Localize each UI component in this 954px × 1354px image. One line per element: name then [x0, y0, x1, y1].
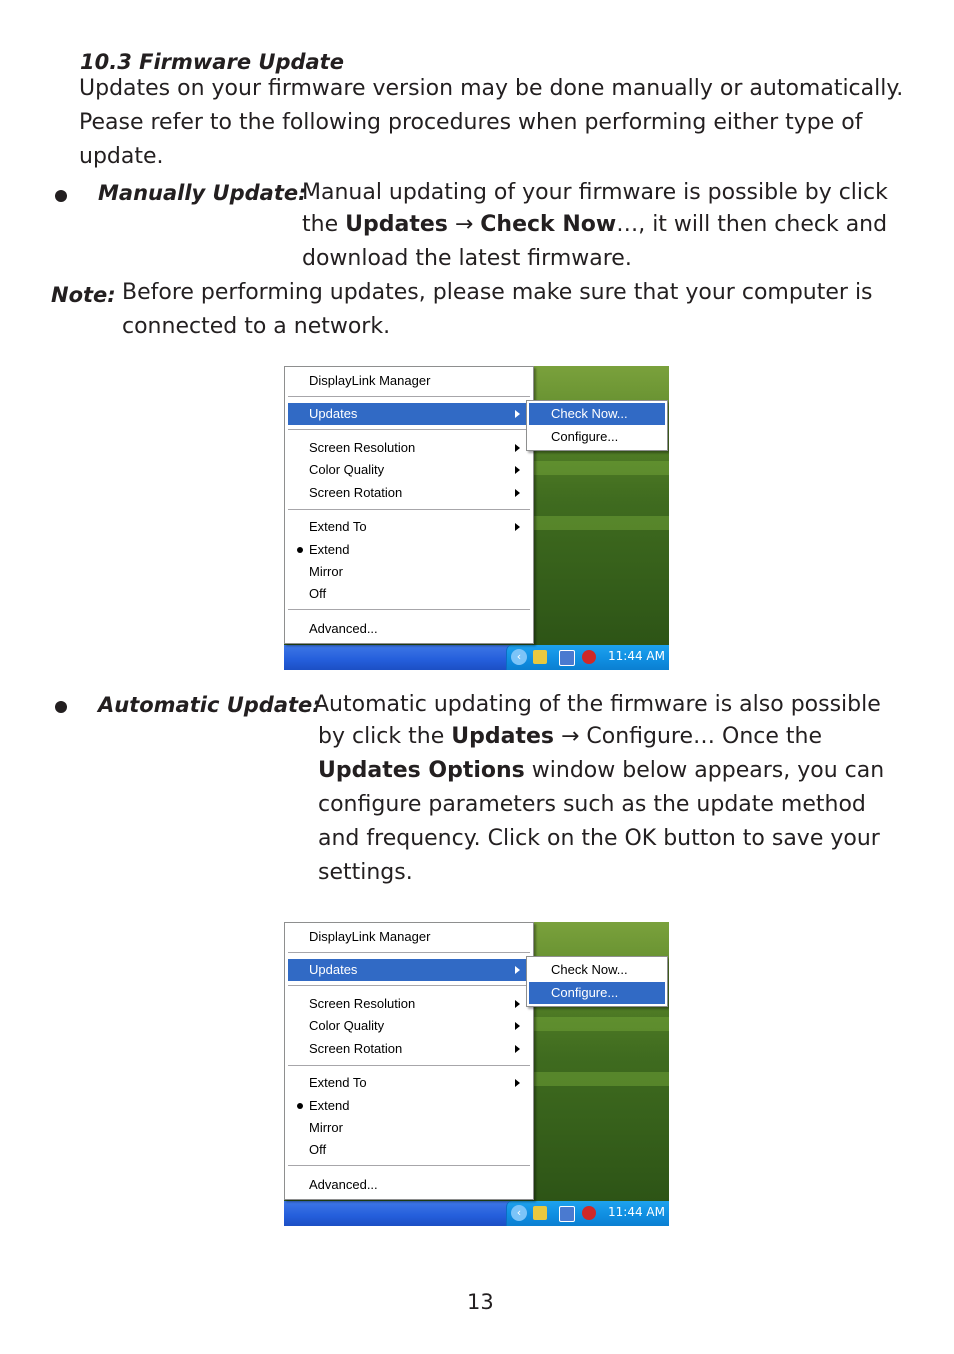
- clock[interactable]: 11:44 AM: [608, 649, 665, 663]
- updates-submenu: [526, 956, 668, 1007]
- grass-stripe: [529, 1072, 669, 1086]
- manual-update-label: Manually Update:: [98, 181, 307, 205]
- automatic-line-3: Updates Options window below appears, you can: [318, 758, 885, 783]
- menu-item-extend[interactable]: Extend: [288, 1095, 526, 1117]
- submenu-item-configure[interactable]: Configure...: [529, 982, 665, 1004]
- menu-header: DisplayLink Manager: [309, 929, 431, 944]
- menu-item-color-quality[interactable]: Color Quality: [288, 459, 526, 481]
- displaylink-icon[interactable]: [559, 650, 575, 666]
- submenu-arrow-icon: [515, 1045, 520, 1053]
- submenu-arrow-icon: [515, 1079, 520, 1087]
- grass-stripe: [529, 1017, 669, 1031]
- submenu-arrow-icon: [515, 523, 520, 531]
- submenu-item-configure[interactable]: Configure...: [551, 429, 619, 444]
- menu-separator: [288, 609, 530, 611]
- menu-item-screen-rotation[interactable]: Screen Rotation: [288, 482, 526, 504]
- menu-item-updates[interactable]: Updates: [288, 403, 526, 425]
- system-tray: [506, 645, 669, 670]
- submenu-arrow-icon: [515, 410, 520, 418]
- manual-line-1: Manual updating of your firmware is possible by click: [302, 180, 888, 205]
- system-tray: [506, 1201, 669, 1226]
- updates-submenu: [526, 400, 668, 451]
- note-label: Note:: [51, 283, 116, 307]
- screenshot-check-now: [284, 366, 669, 670]
- automatic-line-5: and frequency. Click on the OK button to save your: [318, 826, 880, 851]
- show-hidden-icons-icon[interactable]: ‹: [511, 1205, 527, 1221]
- menu-item-off[interactable]: Off: [309, 586, 327, 601]
- page-number: 13: [467, 1290, 494, 1314]
- show-hidden-icons-icon[interactable]: ‹: [511, 649, 527, 665]
- menu-item-screen-resolution[interactable]: Screen Resolution: [288, 437, 526, 459]
- note-line-2: connected to a network.: [122, 314, 391, 339]
- automatic-line-1: Automatic updating of the firmware is also possible: [314, 692, 881, 717]
- menu-separator: [288, 985, 530, 987]
- submenu-arrow-icon: [515, 1000, 520, 1008]
- menu-item-mirror[interactable]: Mirror: [309, 1120, 343, 1135]
- menu-separator: [288, 509, 530, 511]
- menu-item-extend[interactable]: Extend: [288, 539, 526, 561]
- network-icon[interactable]: [533, 650, 547, 664]
- menu-separator: [288, 396, 530, 398]
- menu-separator: [288, 1065, 530, 1067]
- menu-item-updates[interactable]: Updates: [288, 959, 526, 981]
- menu-item-screen-resolution[interactable]: Screen Resolution: [288, 993, 526, 1015]
- grass-stripe: [529, 461, 669, 475]
- submenu-arrow-icon: [515, 444, 520, 452]
- section-title: 10.3 Firmware Update: [80, 50, 344, 74]
- network-icon[interactable]: [533, 1206, 547, 1220]
- security-shield-icon[interactable]: [582, 1206, 596, 1220]
- screenshot-configure: [284, 922, 669, 1226]
- automatic-line-4: configure parameters such as the update method: [318, 792, 866, 817]
- grass-stripe: [529, 516, 669, 530]
- radio-dot-icon: [297, 1103, 303, 1109]
- menu-separator: [288, 429, 530, 431]
- menu-item-advanced[interactable]: Advanced...: [309, 621, 378, 636]
- radio-dot-icon: [297, 547, 303, 553]
- menu-item-advanced[interactable]: Advanced...: [309, 1177, 378, 1192]
- menu-item-mirror[interactable]: Mirror: [309, 564, 343, 579]
- displaylink-context-menu: [284, 366, 534, 644]
- automatic-line-2: by click the Updates → Configure… Once the: [318, 724, 823, 749]
- security-shield-icon[interactable]: [582, 650, 596, 664]
- automatic-line-6: settings.: [318, 860, 413, 885]
- menu-header: DisplayLink Manager: [309, 373, 431, 388]
- bullet-icon: [55, 190, 67, 202]
- intro-line-2: Pease refer to the following procedures when performing either type of: [79, 110, 863, 135]
- submenu-arrow-icon: [515, 1022, 520, 1030]
- intro-line-3: update.: [79, 144, 164, 169]
- manual-line-3: download the latest firmware.: [302, 246, 632, 271]
- submenu-arrow-icon: [515, 489, 520, 497]
- note-line-1: Before performing updates, please make sure that your computer is: [122, 280, 873, 305]
- menu-item-extend-to[interactable]: Extend To: [288, 1072, 526, 1094]
- menu-separator: [288, 1165, 530, 1167]
- submenu-item-check-now[interactable]: Check Now...: [551, 962, 628, 977]
- bullet-icon: [55, 701, 67, 713]
- menu-separator: [288, 952, 530, 954]
- menu-item-off[interactable]: Off: [309, 1142, 327, 1157]
- intro-line-1: Updates on your firmware version may be done manually or automatically.: [79, 76, 904, 101]
- menu-item-screen-rotation[interactable]: Screen Rotation: [288, 1038, 526, 1060]
- submenu-arrow-icon: [515, 466, 520, 474]
- submenu-arrow-icon: [515, 966, 520, 974]
- manual-line-2: the Updates → Check Now…, it will then check and: [302, 212, 888, 237]
- displaylink-context-menu: [284, 922, 534, 1200]
- submenu-item-check-now[interactable]: Check Now...: [529, 403, 665, 425]
- clock[interactable]: 11:44 AM: [608, 1205, 665, 1219]
- menu-item-color-quality[interactable]: Color Quality: [288, 1015, 526, 1037]
- automatic-update-label: Automatic Update:: [98, 693, 321, 717]
- displaylink-icon[interactable]: [559, 1206, 575, 1222]
- menu-item-extend-to[interactable]: Extend To: [288, 516, 526, 538]
